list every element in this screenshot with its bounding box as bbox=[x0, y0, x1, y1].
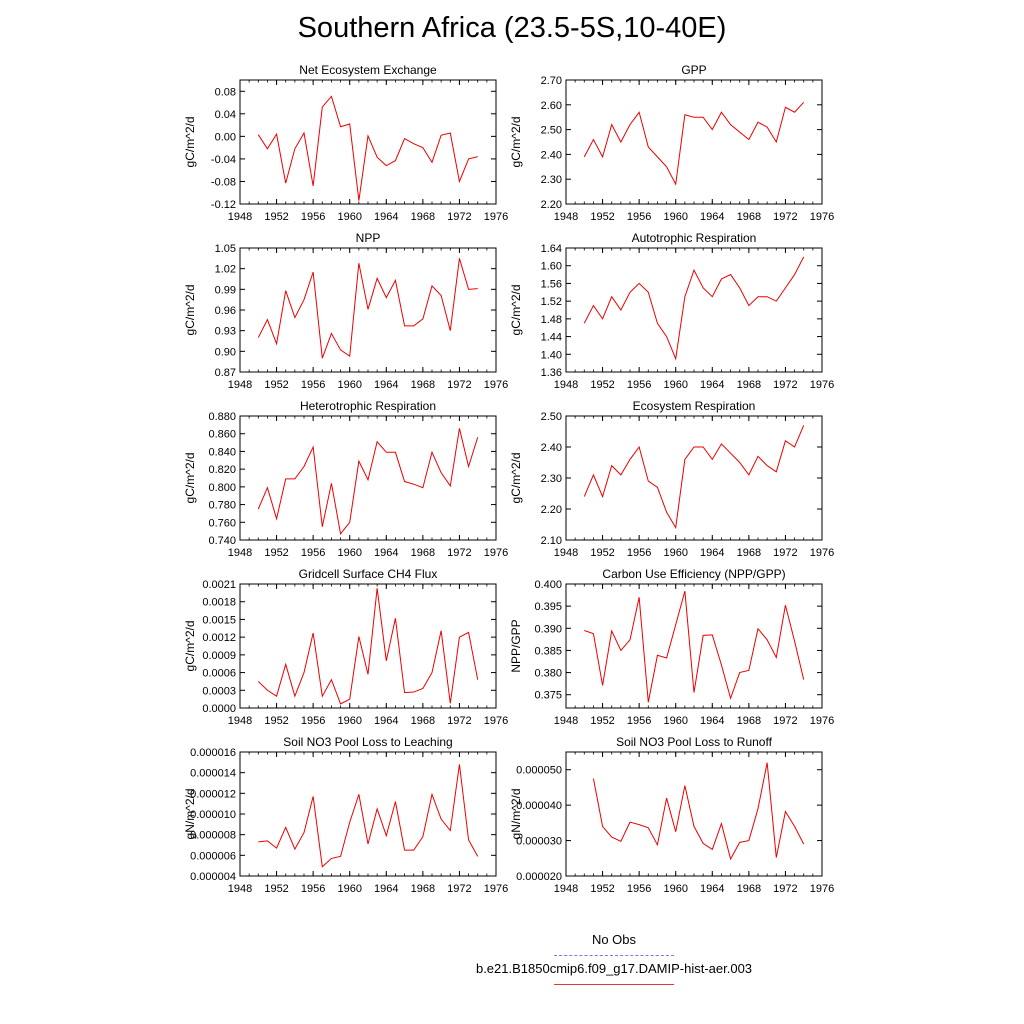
panel-5 bbox=[183, 399, 508, 559]
series-line bbox=[258, 428, 477, 533]
y-tick-label: 0.000004 bbox=[190, 871, 236, 883]
series-line bbox=[258, 764, 477, 866]
x-tick-label: 1960 bbox=[663, 547, 688, 559]
x-tick-label: 1972 bbox=[773, 379, 798, 391]
y-tick-label: 0.000012 bbox=[190, 788, 236, 801]
panel-4 bbox=[509, 231, 834, 391]
y-axis-label: gC/m^2/d bbox=[183, 284, 197, 336]
y-tick-label: 1.36 bbox=[540, 367, 562, 379]
x-tick-label: 1964 bbox=[700, 379, 725, 391]
x-tick-label: 1976 bbox=[809, 883, 835, 895]
x-tick-label: 1968 bbox=[410, 883, 436, 895]
panel-title: Soil NO3 Pool Loss to Runoff bbox=[616, 735, 772, 749]
y-tick-label: 0.000016 bbox=[190, 747, 236, 759]
legend-label-no-obs: No Obs bbox=[591, 932, 637, 947]
y-tick-label: 1.48 bbox=[540, 313, 562, 326]
x-tick-label: 1952 bbox=[264, 883, 289, 895]
y-tick-label: 0.000006 bbox=[190, 850, 236, 863]
y-tick-label: 0.87 bbox=[214, 367, 236, 379]
panel-title: Soil NO3 Pool Loss to Leaching bbox=[283, 735, 453, 749]
x-tick-label: 1948 bbox=[227, 379, 253, 391]
y-tick-label: -0.12 bbox=[210, 199, 236, 211]
x-tick-label: 1972 bbox=[773, 211, 798, 223]
series-line bbox=[258, 588, 477, 704]
x-tick-label: 1952 bbox=[590, 883, 615, 895]
panel-title: NPP bbox=[355, 231, 381, 245]
series-line bbox=[584, 102, 803, 184]
y-tick-label: 0.860 bbox=[208, 428, 236, 441]
x-tick-label: 1968 bbox=[736, 547, 762, 559]
x-tick-label: 1976 bbox=[809, 547, 835, 559]
y-tick-label: 0.0012 bbox=[202, 632, 236, 645]
y-tick-label: 0.760 bbox=[208, 517, 236, 530]
x-tick-label: 1968 bbox=[410, 547, 436, 559]
y-tick-label: 2.50 bbox=[540, 411, 562, 423]
x-tick-label: 1972 bbox=[447, 379, 472, 391]
y-tick-label: 0.800 bbox=[208, 481, 236, 494]
plot-frame bbox=[566, 80, 822, 204]
y-tick-label: 0.99 bbox=[214, 284, 236, 297]
x-tick-label: 1976 bbox=[809, 715, 835, 727]
y-tick-label: 0.90 bbox=[214, 346, 236, 359]
y-tick-label: 0.000014 bbox=[190, 767, 236, 780]
y-tick-label: 0.04 bbox=[214, 108, 236, 121]
x-tick-label: 1952 bbox=[590, 715, 615, 727]
x-tick-label: 1948 bbox=[227, 883, 253, 895]
x-tick-label: 1964 bbox=[374, 379, 399, 391]
page-title: Southern Africa (23.5-5S,10-40E) bbox=[297, 12, 727, 44]
panel-9 bbox=[183, 735, 508, 895]
y-tick-label: 0.08 bbox=[214, 86, 236, 99]
y-axis-label: gC/m^2/d bbox=[509, 452, 523, 504]
x-tick-label: 1956 bbox=[300, 883, 326, 895]
legend-label-run: b.e21.B1850cmip6.f09_g17.DAMIP-hist-aer.003 bbox=[475, 961, 753, 976]
x-tick-label: 1960 bbox=[337, 211, 362, 223]
x-tick-label: 1952 bbox=[264, 379, 289, 391]
panel-2 bbox=[509, 63, 834, 223]
y-tick-label: 0.000050 bbox=[516, 764, 562, 777]
y-tick-label: -0.08 bbox=[210, 176, 236, 189]
y-tick-label: 0.840 bbox=[208, 446, 236, 459]
y-tick-label: 0.375 bbox=[534, 689, 562, 702]
y-tick-label: 0.000008 bbox=[190, 829, 236, 842]
y-tick-label: 0.740 bbox=[208, 535, 236, 547]
panel-1 bbox=[183, 63, 508, 223]
x-tick-label: 1948 bbox=[553, 715, 579, 727]
y-axis-label: NPP/GPP bbox=[509, 619, 523, 673]
x-tick-label: 1968 bbox=[736, 211, 762, 223]
x-tick-label: 1964 bbox=[700, 715, 725, 727]
y-tick-label: 0.000030 bbox=[516, 835, 562, 848]
x-tick-label: 1976 bbox=[483, 883, 509, 895]
x-tick-label: 1960 bbox=[337, 379, 362, 391]
x-tick-label: 1972 bbox=[447, 883, 472, 895]
y-tick-label: 0.000010 bbox=[190, 809, 236, 821]
x-tick-label: 1972 bbox=[773, 547, 798, 559]
y-tick-label: 0.0003 bbox=[202, 685, 236, 698]
x-tick-label: 1960 bbox=[337, 883, 362, 895]
x-tick-label: 1956 bbox=[626, 547, 652, 559]
y-tick-label: 2.10 bbox=[540, 535, 562, 547]
y-tick-label: 2.30 bbox=[540, 174, 562, 187]
series-line bbox=[584, 591, 803, 702]
x-tick-label: 1964 bbox=[700, 547, 725, 559]
x-tick-label: 1948 bbox=[553, 547, 579, 559]
x-tick-label: 1956 bbox=[626, 379, 652, 391]
x-tick-label: 1952 bbox=[590, 211, 615, 223]
x-tick-label: 1956 bbox=[300, 211, 326, 223]
panel-title: Gridcell Surface CH4 Flux bbox=[298, 567, 438, 581]
y-tick-label: 1.44 bbox=[540, 331, 562, 344]
y-axis-label: gC/m^2/d bbox=[183, 116, 197, 168]
x-tick-label: 1960 bbox=[663, 379, 688, 391]
x-tick-label: 1964 bbox=[700, 883, 725, 895]
x-tick-label: 1976 bbox=[483, 211, 509, 223]
x-tick-label: 1948 bbox=[553, 883, 579, 895]
panel-title: Net Ecosystem Exchange bbox=[299, 63, 437, 77]
x-tick-label: 1976 bbox=[483, 379, 509, 391]
series-line bbox=[593, 763, 803, 859]
y-tick-label: 2.40 bbox=[540, 442, 562, 454]
plot-frame bbox=[566, 416, 822, 540]
y-tick-label: 0.820 bbox=[208, 464, 236, 477]
x-tick-label: 1976 bbox=[483, 547, 509, 559]
y-tick-label: 1.60 bbox=[540, 260, 562, 273]
y-tick-label: 0.0000 bbox=[202, 703, 236, 715]
series-line bbox=[584, 425, 803, 527]
plot-frame bbox=[566, 752, 822, 876]
x-tick-label: 1964 bbox=[374, 211, 399, 223]
y-tick-label: 0.96 bbox=[214, 305, 236, 317]
panel-3 bbox=[183, 231, 508, 391]
x-tick-label: 1972 bbox=[447, 211, 472, 223]
x-tick-label: 1976 bbox=[809, 379, 835, 391]
panel-title: Carbon Use Efficiency (NPP/GPP) bbox=[602, 567, 786, 581]
panel-7 bbox=[183, 567, 508, 727]
y-tick-label: 1.52 bbox=[540, 296, 562, 309]
y-tick-label: 0.93 bbox=[214, 325, 236, 338]
y-axis-label: gC/m^2/d bbox=[509, 284, 523, 336]
x-tick-label: 1968 bbox=[736, 715, 762, 727]
y-axis-label: gN/m^2/d bbox=[183, 788, 197, 840]
x-tick-label: 1964 bbox=[374, 547, 399, 559]
x-tick-label: 1968 bbox=[736, 883, 762, 895]
x-tick-label: 1960 bbox=[337, 715, 362, 727]
x-tick-label: 1968 bbox=[410, 715, 436, 727]
y-axis-label: gC/m^2/d bbox=[183, 452, 197, 504]
y-tick-label: 0.0009 bbox=[202, 649, 236, 662]
x-tick-label: 1968 bbox=[410, 379, 436, 391]
y-axis-label: gN/m^2/d bbox=[509, 788, 523, 840]
x-tick-label: 1964 bbox=[374, 715, 399, 727]
x-tick-label: 1960 bbox=[663, 211, 688, 223]
y-tick-label: 1.56 bbox=[540, 278, 562, 291]
y-tick-label: 1.40 bbox=[540, 349, 562, 362]
x-tick-label: 1948 bbox=[227, 547, 253, 559]
y-tick-label: 2.20 bbox=[540, 199, 562, 211]
panel-6 bbox=[509, 399, 834, 559]
x-tick-label: 1960 bbox=[337, 547, 362, 559]
x-tick-label: 1964 bbox=[700, 211, 725, 223]
y-tick-label: 0.385 bbox=[534, 645, 562, 658]
panel-8 bbox=[509, 567, 834, 727]
y-axis-label: gC/m^2/d bbox=[509, 116, 523, 168]
x-tick-label: 1976 bbox=[483, 715, 509, 727]
x-tick-label: 1976 bbox=[809, 211, 835, 223]
y-tick-label: 0.880 bbox=[208, 411, 236, 423]
x-tick-label: 1956 bbox=[626, 883, 652, 895]
x-tick-label: 1956 bbox=[300, 379, 326, 391]
y-tick-label: -0.04 bbox=[210, 153, 236, 166]
y-tick-label: 2.70 bbox=[540, 75, 562, 87]
plot-frame bbox=[240, 752, 496, 876]
y-tick-label: 0.000020 bbox=[516, 871, 562, 883]
x-tick-label: 1948 bbox=[227, 715, 253, 727]
x-tick-label: 1956 bbox=[300, 547, 326, 559]
x-tick-label: 1956 bbox=[626, 211, 652, 223]
y-tick-label: 0.780 bbox=[208, 499, 236, 512]
y-tick-label: 0.390 bbox=[534, 623, 562, 636]
y-tick-label: 1.05 bbox=[214, 243, 236, 255]
panel-title: Autotrophic Respiration bbox=[631, 231, 757, 245]
x-tick-label: 1964 bbox=[374, 883, 399, 895]
y-tick-label: 2.40 bbox=[540, 149, 562, 162]
x-tick-label: 1960 bbox=[663, 883, 688, 895]
x-tick-label: 1952 bbox=[590, 547, 615, 559]
x-tick-label: 1968 bbox=[736, 379, 762, 391]
x-tick-label: 1972 bbox=[773, 715, 798, 727]
x-tick-label: 1948 bbox=[227, 211, 253, 223]
x-tick-label: 1948 bbox=[553, 211, 579, 223]
x-tick-label: 1952 bbox=[264, 547, 289, 559]
y-tick-label: 0.0018 bbox=[202, 596, 236, 609]
series-line bbox=[584, 257, 803, 359]
y-tick-label: 0.00 bbox=[214, 131, 236, 144]
y-tick-label: 2.60 bbox=[540, 99, 562, 112]
series-line bbox=[258, 96, 477, 200]
x-tick-label: 1952 bbox=[264, 715, 289, 727]
x-tick-label: 1960 bbox=[663, 715, 688, 727]
panel-10 bbox=[509, 735, 834, 895]
x-tick-label: 1972 bbox=[447, 715, 472, 727]
y-axis-label: gC/m^2/d bbox=[183, 620, 197, 672]
y-tick-label: 1.64 bbox=[540, 243, 562, 255]
y-tick-label: 0.0021 bbox=[202, 579, 236, 591]
y-tick-label: 2.30 bbox=[540, 473, 562, 485]
panel-title: GPP bbox=[681, 63, 707, 77]
x-tick-label: 1952 bbox=[590, 379, 615, 391]
y-tick-label: 0.395 bbox=[534, 601, 562, 614]
y-tick-label: 0.380 bbox=[534, 667, 562, 680]
panel-title: Heterotrophic Respiration bbox=[299, 399, 437, 413]
y-tick-label: 0.0006 bbox=[202, 667, 236, 680]
y-tick-label: 0.400 bbox=[534, 579, 562, 591]
plot-frame bbox=[566, 248, 822, 372]
x-tick-label: 1972 bbox=[773, 883, 798, 895]
y-tick-label: 2.50 bbox=[540, 124, 562, 137]
y-tick-label: 0.0015 bbox=[202, 614, 236, 627]
series-line bbox=[258, 258, 477, 358]
x-tick-label: 1972 bbox=[447, 547, 472, 559]
panel-title: Ecosystem Respiration bbox=[632, 399, 756, 413]
x-tick-label: 1968 bbox=[410, 211, 436, 223]
plot-frame bbox=[240, 248, 496, 372]
x-tick-label: 1956 bbox=[300, 715, 326, 727]
y-tick-label: 1.02 bbox=[214, 263, 236, 276]
x-tick-label: 1948 bbox=[553, 379, 579, 391]
x-tick-label: 1956 bbox=[626, 715, 652, 727]
y-tick-label: 0.000040 bbox=[516, 800, 562, 813]
x-tick-label: 1952 bbox=[264, 211, 289, 223]
y-tick-label: 2.20 bbox=[540, 504, 562, 516]
